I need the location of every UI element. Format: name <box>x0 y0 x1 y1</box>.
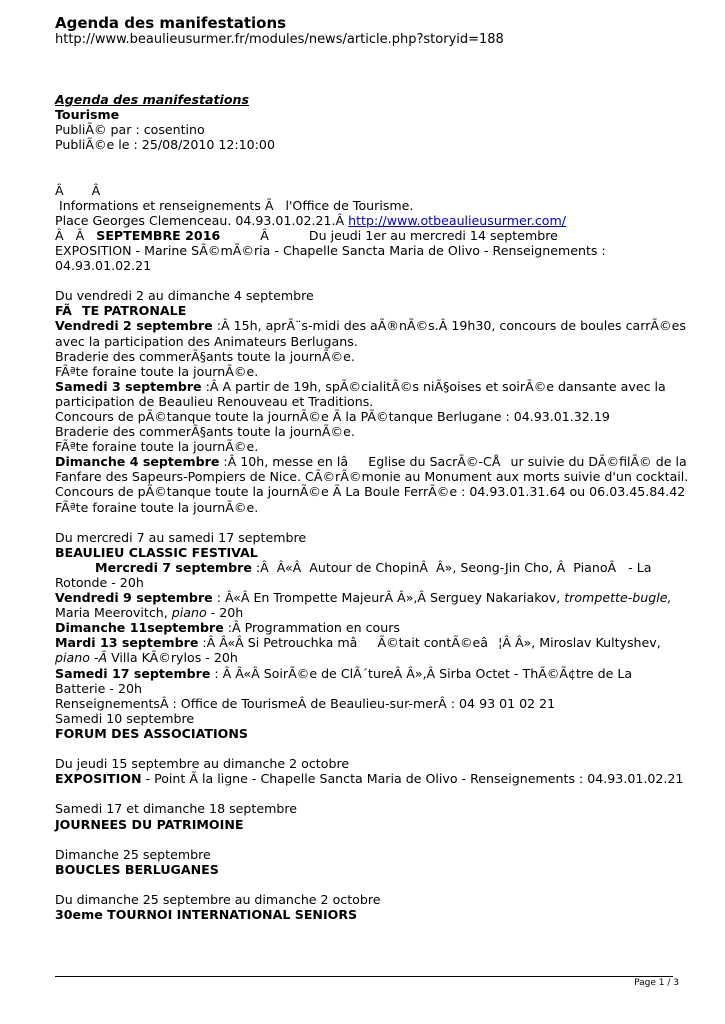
boucles-date: Dimanche 25 septembre <box>55 846 211 862</box>
exposition-1-cont: 04.93.01.02.21 <box>55 258 152 274</box>
september-line <box>55 228 685 243</box>
samedi-3 <box>55 379 685 394</box>
braderie-1: Braderie des commerÃ§ants toute la journÃ©e. <box>55 348 355 364</box>
mercredi-7-indent <box>55 560 95 575</box>
vendredi-2 <box>55 318 685 333</box>
mardi-13-cont-b: Villa KÃ©rylos - 20h <box>111 650 238 666</box>
dimanche-4 <box>55 454 685 469</box>
samedi-3-cont: participation de Beaulieu Renouveau et Traditions. <box>55 393 374 409</box>
petanque-2: Concours de pÃ©tanque toute la journÃ©e Ã La Boule FerrÃ©e : 04.93.01.31.64 ou 06.03.45.84.42 <box>55 484 686 500</box>
exposition-2 <box>55 771 685 786</box>
footer-divider <box>55 976 673 977</box>
foraine-1: FÃªte foraine toute la journÃ©e. <box>55 363 259 379</box>
exposition-2-label: EXPOSITION <box>55 771 142 787</box>
vendredi-2-cont: avec la participation des Animateurs Berlugans. <box>55 333 358 349</box>
fete-title: FÃTE PATRONALE <box>55 303 187 319</box>
mercredi-7-cont: Rotonde - 20h <box>55 575 144 590</box>
vendredi-9-text: : Â«Â En Trompette MajeurÂ Â»,Â Serguey Nakariakov, <box>212 590 565 606</box>
exposition-2-dates: Du jeudi 15 septembre au dimanche 2 octobre <box>55 756 350 772</box>
samedi-17-cont: Batterie - 20h <box>55 680 142 696</box>
page-number: Page 1 / 3 <box>634 978 679 988</box>
patrimoine-dates: Samedi 17 et dimanche 18 septembre <box>55 801 297 817</box>
samedi-17 <box>55 666 685 681</box>
patrimoine-title: JOURNEES DU PATRIMOINE <box>55 816 244 832</box>
vendredi-9 <box>55 590 685 605</box>
mardi-13-label: Mardi 13 septembre <box>55 635 199 651</box>
mercredi-7-label: Mercredi 7 septembre <box>95 559 252 575</box>
foraine-2: FÃªte foraine toute la journÃ©e. <box>55 439 259 455</box>
vendredi-9-instrument: trompette-bugle, <box>564 590 672 606</box>
sept-suffix: Â Du jeudi 1er au mercredi 14 septembre <box>220 227 558 243</box>
tourism-link[interactable]: http://www.otbeaulieusurmer.com/ <box>348 212 566 228</box>
info-line: Informations et renseignements Ã l'Office de Tourisme. <box>55 197 414 213</box>
mardi-13-cont-instrument: piano -Â <box>55 650 112 666</box>
samedi-3-text: :Â A partir de 19h, spÃ©cialitÃ©s niÃ§oises et soirÃ©e dansante avec la <box>201 378 666 394</box>
mercredi-7 <box>55 560 685 575</box>
braderie-2: Braderie des commerÃ§ants toute la journÃ©e. <box>55 424 355 440</box>
author-line: PubliÃ© par : cosentino <box>55 122 205 138</box>
classic-dates: Du mercredi 7 au samedi 17 septembre <box>55 529 307 545</box>
vendredi-2-label: Vendredi 2 septembre <box>55 318 213 334</box>
samedi-17-label: Samedi 17 septembre <box>55 665 211 681</box>
dimanche-4-label: Dimanche 4 septembre <box>55 454 220 470</box>
vendredi-9-cont <box>55 605 685 620</box>
september-title: SEPTEMBRE 2016 <box>96 227 221 243</box>
vendredi-9-label: Vendredi 9 septembre <box>55 590 213 606</box>
mardi-13-cont <box>55 650 685 665</box>
spacer-line: Â Â <box>55 182 101 198</box>
document-header <box>55 14 685 48</box>
article-body <box>55 92 689 923</box>
samedi-3-label: Samedi 3 septembre <box>55 378 202 394</box>
dimanche-4-cont: Fanfare des Sapeurs-Pompiers de Nice. CÃ©rÃ©monie au Monument aux morts suivie d'un cocktail. <box>55 469 689 485</box>
fete-dates: Du vendredi 2 au dimanche 4 septembre <box>55 288 314 304</box>
samedi-17-text: : Â Â«Â SoirÃ©e de ClÃ´tureÂ Â»,Â Sirba Octet - ThÃ©Ã¢tre de La <box>210 665 633 681</box>
sept-prefix: Â Â <box>55 227 97 243</box>
article-heading: Agenda des manifestations <box>55 92 249 107</box>
mercredi-7-text: :Â Â«Â Autour de ChopinÂ Â», Seong-Jin Cho, Â PianoÂ - La <box>251 559 652 575</box>
exposition-1: EXPOSITION - Marine SÃ©mÃ©ria - Chapelle Sancta Maria de Olivo - Renseignements : <box>55 242 606 258</box>
boucles-title: BOUCLES BERLUGANES <box>55 861 219 877</box>
vendredi-9-cont-instrument: piano <box>171 605 207 621</box>
petanque-1: Concours de pÃ©tanque toute la journÃ©e Ã la PÃ©tanque Berlugane : 04.93.01.32.19 <box>55 408 610 424</box>
place-line <box>55 213 685 228</box>
tournoi-title: 30eme TOURNOI INTERNATIONAL SENIORS <box>55 907 358 923</box>
article-category: Tourisme <box>55 107 120 123</box>
dimanche-11-text: :Â Programmation en cours <box>223 620 400 636</box>
mardi-13 <box>55 635 685 650</box>
classic-title: BEAULIEU CLASSIC FESTIVAL <box>55 544 258 560</box>
mardi-13-text: :Â Â«Â Si Petrouchka mâÃ©tait contÃ©eâ¦Â Â», Miroslav Kultyshev, <box>198 635 661 651</box>
forum-date: Samedi 10 septembre <box>55 710 195 726</box>
vendredi-2-text: :Â 15h, aprÃ¨s-midi des aÃ®nÃ©s.Â 19h30, concours de boules carrÃ©es <box>212 318 686 334</box>
renseignements: RenseignementsÂ : Office de TourismeÂ de Beaulieu-sur-merÂ : 04 93 01 02 21 <box>55 695 556 711</box>
header-title: Agenda des manifestations <box>55 14 287 32</box>
dimanche-11-label: Dimanche 11septembre <box>55 620 224 636</box>
tournoi-dates: Du dimanche 25 septembre au dimanche 2 octobre <box>55 891 381 907</box>
vendredi-9-cont-b: - 20h <box>206 605 244 621</box>
vendredi-9-cont-a: Maria Meerovitch, <box>55 605 172 621</box>
header-url: http://www.beaulieusurmer.fr/modules/news/article.php?storyid=188 <box>55 32 504 47</box>
foraine-3: FÃªte foraine toute la journÃ©e. <box>55 499 259 515</box>
dimanche-4-text: :Â 10h, messe en lâEglise du SacrÃ©-CÅur suivie du DÃ©filÃ© de la <box>219 454 687 470</box>
date-line: PubliÃ©e le : 25/08/2010 12:10:00 <box>55 137 275 153</box>
place-text: Place Georges Clemenceau. 04.93.01.02.21.Â <box>55 212 349 228</box>
forum-title: FORUM DES ASSOCIATIONS <box>55 725 248 741</box>
exposition-2-text: - Point Ã la ligne - Chapelle Sancta Maria de Olivo - Renseignements : 04.93.01.02.21 <box>141 771 684 787</box>
dimanche-11 <box>55 620 685 635</box>
